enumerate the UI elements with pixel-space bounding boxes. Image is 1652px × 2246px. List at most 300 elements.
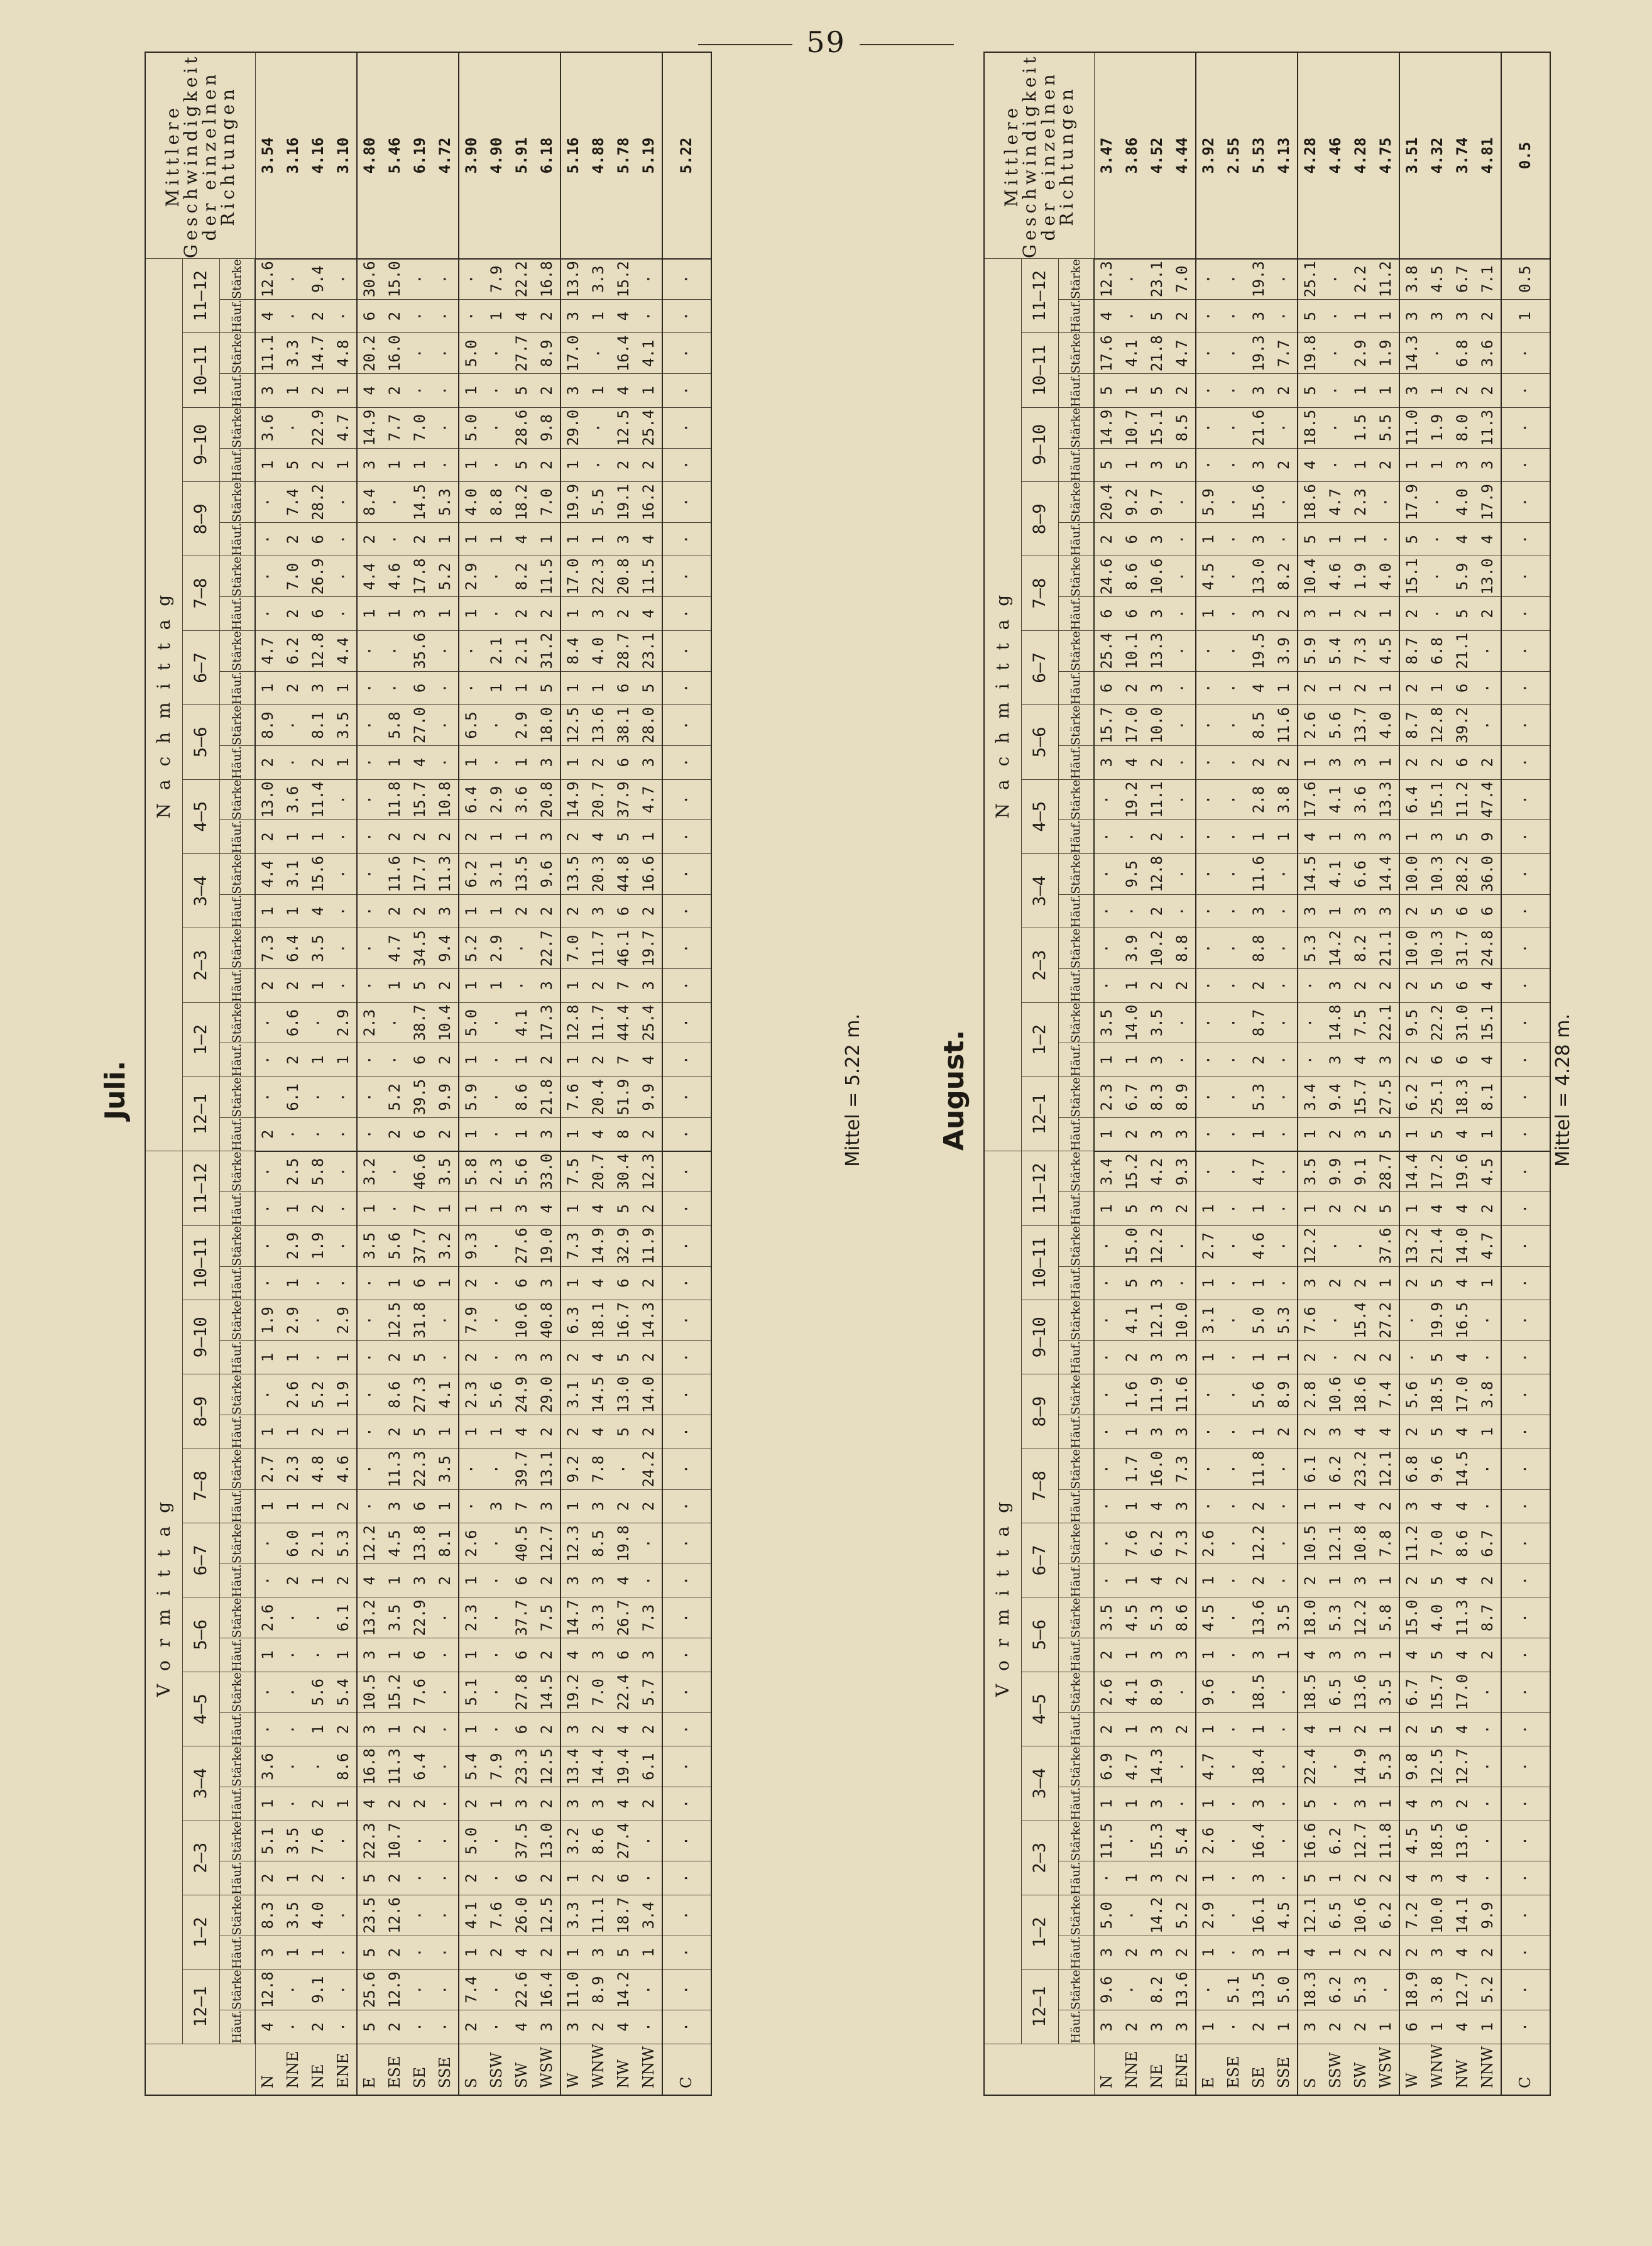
staerke-cell: · bbox=[1501, 1895, 1550, 1936]
haeufigkeit-cell: 1 bbox=[1094, 1192, 1120, 1226]
haeufigkeit-cell: · bbox=[331, 1117, 357, 1151]
hour-header: 4–5 bbox=[1022, 1672, 1059, 1746]
haeufigkeit-cell: · bbox=[1323, 448, 1348, 482]
staerke-cell: · bbox=[1222, 1597, 1247, 1638]
staerke-cell: 6.7 bbox=[1475, 1523, 1501, 1564]
haeufigkeit-cell: 2 bbox=[1272, 597, 1298, 631]
haeufigkeit-cell: 1 bbox=[1348, 374, 1374, 408]
haeufigkeit-cell: · bbox=[1374, 522, 1399, 556]
haeufigkeit-cell: 4 bbox=[510, 1415, 535, 1449]
staerke-cell: · bbox=[408, 333, 433, 374]
staerke-cell: 8.7 bbox=[1399, 630, 1425, 671]
haeufigkeit-cell: 2 bbox=[1399, 1712, 1425, 1746]
haeufigkeit-cell: · bbox=[662, 299, 711, 333]
staerke-header: Stärke bbox=[1059, 1969, 1095, 2010]
haeufigkeit-cell: 4 bbox=[510, 522, 535, 556]
staerke-cell: · bbox=[1425, 333, 1450, 374]
staerke-cell: 4.0 bbox=[1374, 556, 1399, 597]
staerke-cell: 8.7 bbox=[1475, 1597, 1501, 1638]
staerke-cell: 16.8 bbox=[535, 259, 561, 300]
hour-header: 7–8 bbox=[183, 556, 220, 630]
haeufigkeit-cell: 1 bbox=[1120, 1415, 1145, 1449]
staerke-cell: 28.2 bbox=[1450, 853, 1475, 894]
haeufigkeit-cell: 5 bbox=[1145, 299, 1170, 333]
haeufigkeit-cell: 5 bbox=[1425, 894, 1450, 928]
haeufigkeit-cell: · bbox=[433, 448, 459, 482]
staerke-cell: 25.4 bbox=[637, 407, 662, 448]
haeufigkeit-cell: 2 bbox=[1120, 1936, 1145, 1969]
haeufigkeit-cell: · bbox=[1323, 374, 1348, 408]
staerke-cell: · bbox=[1348, 1225, 1374, 1266]
staerke-cell: · bbox=[1094, 1225, 1120, 1266]
haeufigkeit-cell: 3 bbox=[586, 1489, 611, 1523]
staerke-cell: · bbox=[1222, 1449, 1247, 1489]
staerke-cell: 1.9 bbox=[331, 1374, 357, 1415]
mittel-cell: 4.16 bbox=[306, 53, 331, 259]
staerke-cell: · bbox=[1475, 630, 1501, 671]
haeufigkeit-cell: 3 bbox=[561, 1564, 586, 1597]
haeufigkeit-cell: 1 bbox=[561, 969, 586, 1003]
staerke-cell: 28.2 bbox=[306, 482, 331, 523]
staerke-cell: · bbox=[1298, 1002, 1323, 1043]
staerke-cell: 12.3 bbox=[561, 1523, 586, 1564]
haeufigkeit-header: Häuf. bbox=[1059, 1266, 1095, 1300]
staerke-cell: 13.9 bbox=[561, 259, 586, 300]
staerke-cell: 5.3 bbox=[1145, 1597, 1170, 1638]
staerke-cell: 17.0 bbox=[1450, 1672, 1475, 1712]
mittel-cell: 5.22 bbox=[662, 53, 711, 259]
direction-label: ENE bbox=[1170, 2044, 1196, 2095]
staerke-cell: · bbox=[1094, 853, 1120, 894]
staerke-cell: 14.4 bbox=[1374, 853, 1399, 894]
staerke-header: Stärke bbox=[1059, 1746, 1095, 1787]
staerke-cell: 5.9 bbox=[1196, 482, 1222, 523]
staerke-cell: 34.5 bbox=[408, 928, 433, 969]
haeufigkeit-cell: · bbox=[637, 299, 662, 333]
staerke-cell: · bbox=[637, 1969, 662, 2010]
staerke-cell: 5.6 bbox=[1399, 1374, 1425, 1415]
staerke-cell: 15.7 bbox=[1094, 705, 1120, 746]
staerke-cell: 9.6 bbox=[1196, 1672, 1222, 1712]
staerke-cell: 3.1 bbox=[484, 853, 510, 894]
staerke-cell: 6.2 bbox=[1323, 1969, 1348, 2010]
staerke-cell: 2.9 bbox=[331, 1300, 357, 1341]
staerke-cell: 19.8 bbox=[611, 1523, 637, 1564]
haeufigkeit-cell: · bbox=[255, 1043, 281, 1077]
staerke-header: Stärke bbox=[220, 333, 256, 374]
staerke-cell: · bbox=[1501, 630, 1550, 671]
haeufigkeit-cell: 1 bbox=[1501, 299, 1550, 333]
staerke-cell: 20.7 bbox=[586, 779, 611, 820]
staerke-cell: 17.0 bbox=[561, 556, 586, 597]
hour-header: 10–11 bbox=[1022, 333, 1059, 407]
haeufigkeit-cell: 6 bbox=[306, 522, 331, 556]
staerke-cell: · bbox=[1501, 333, 1550, 374]
staerke-cell: 9.6 bbox=[535, 853, 561, 894]
hour-header: 1–2 bbox=[1022, 1002, 1059, 1076]
hour-header: 11–12 bbox=[183, 259, 220, 333]
staerke-cell: 19.4 bbox=[611, 1746, 637, 1787]
haeufigkeit-cell: 1 bbox=[281, 1489, 306, 1523]
haeufigkeit-cell: 2 bbox=[357, 522, 383, 556]
staerke-cell: · bbox=[331, 853, 357, 894]
haeufigkeit-cell: 6 bbox=[1120, 597, 1145, 631]
staerke-cell: 19.8 bbox=[1298, 333, 1323, 374]
staerke-cell: · bbox=[662, 556, 711, 597]
staerke-cell: · bbox=[1094, 928, 1120, 969]
haeufigkeit-cell: 2 bbox=[637, 1117, 662, 1151]
staerke-cell: 5.5 bbox=[586, 482, 611, 523]
staerke-cell: 7.9 bbox=[459, 1300, 484, 1341]
staerke-cell: · bbox=[1501, 853, 1550, 894]
haeufigkeit-cell: 3 bbox=[1374, 894, 1399, 928]
haeufigkeit-cell: 2 bbox=[306, 2010, 331, 2044]
staerke-cell: · bbox=[408, 1895, 433, 1936]
staerke-cell: · bbox=[331, 1225, 357, 1266]
direction-row bbox=[306, 53, 331, 2096]
staerke-cell: 17.6 bbox=[1298, 779, 1323, 820]
direction-label: SSE bbox=[1272, 2044, 1298, 2095]
haeufigkeit-cell: 2 bbox=[535, 1712, 561, 1746]
staerke-cell: · bbox=[662, 1002, 711, 1043]
haeufigkeit-cell: 1 bbox=[1120, 969, 1145, 1003]
staerke-cell: 12.1 bbox=[1374, 1449, 1399, 1489]
haeufigkeit-cell: 1 bbox=[1323, 894, 1348, 928]
staerke-header: Stärke bbox=[1059, 1672, 1095, 1712]
staerke-cell: 12.5 bbox=[383, 1300, 408, 1341]
direction-row bbox=[1425, 53, 1450, 2096]
direction-label: SW bbox=[510, 2044, 535, 2095]
haeufigkeit-cell: 2 bbox=[306, 1415, 331, 1449]
staerke-cell: 4.0 bbox=[459, 482, 484, 523]
staerke-cell: · bbox=[255, 1672, 281, 1712]
haeufigkeit-cell: · bbox=[281, 1117, 306, 1151]
staerke-cell: 14.4 bbox=[586, 1746, 611, 1787]
staerke-cell: 5.0 bbox=[459, 407, 484, 448]
staerke-cell: 14.3 bbox=[1399, 333, 1425, 374]
haeufigkeit-cell: · bbox=[1094, 1489, 1120, 1523]
staerke-cell: · bbox=[1222, 779, 1247, 820]
staerke-cell: · bbox=[1501, 1969, 1550, 2010]
haeufigkeit-cell: · bbox=[1475, 1340, 1501, 1374]
haeufigkeit-cell: · bbox=[331, 1861, 357, 1895]
staerke-header: Stärke bbox=[1059, 1523, 1095, 1564]
haeufigkeit-cell: 1 bbox=[281, 1192, 306, 1226]
staerke-cell: 19.9 bbox=[561, 482, 586, 523]
haeufigkeit-cell: · bbox=[1094, 1415, 1120, 1449]
haeufigkeit-cell: 4 bbox=[586, 1117, 611, 1151]
staerke-cell: 46.1 bbox=[611, 928, 637, 969]
haeufigkeit-cell: 1 bbox=[459, 1043, 484, 1077]
staerke-cell: 5.3 bbox=[1298, 928, 1323, 969]
staerke-cell: 12.7 bbox=[1348, 1821, 1374, 1861]
staerke-cell: · bbox=[331, 1151, 357, 1192]
staerke-header: Stärke bbox=[1059, 1300, 1095, 1341]
staerke-cell: 3.4 bbox=[637, 1895, 662, 1936]
haeufigkeit-cell: 2 bbox=[1374, 1489, 1399, 1523]
haeufigkeit-cell: · bbox=[1222, 597, 1247, 631]
haeufigkeit-cell: 3 bbox=[1145, 671, 1170, 705]
staerke-cell: 8.1 bbox=[433, 1523, 459, 1564]
haeufigkeit-cell: 1 bbox=[281, 1415, 306, 1449]
haeufigkeit-cell: 3 bbox=[510, 1340, 535, 1374]
staerke-cell: · bbox=[484, 1672, 510, 1712]
staerke-cell: 2.9 bbox=[484, 779, 510, 820]
direction-label: NE bbox=[306, 2044, 331, 2095]
staerke-cell: 7.4 bbox=[459, 1969, 484, 2010]
staerke-cell: 22.4 bbox=[1298, 1746, 1323, 1787]
haeufigkeit-cell: 2 bbox=[1374, 1861, 1399, 1895]
haeufigkeit-header: Häuf. bbox=[220, 522, 256, 556]
haeufigkeit-cell: 3 bbox=[357, 448, 383, 482]
staerke-cell: 12.7 bbox=[1450, 1969, 1475, 2010]
haeufigkeit-cell: 5 bbox=[611, 1192, 637, 1226]
haeufigkeit-cell: 1 bbox=[331, 671, 357, 705]
staerke-cell: 8.6 bbox=[383, 1374, 408, 1415]
staerke-cell: 19.6 bbox=[1450, 1151, 1475, 1192]
haeufigkeit-cell: 2 bbox=[510, 597, 535, 631]
haeufigkeit-cell: 2 bbox=[306, 1861, 331, 1895]
haeufigkeit-cell: · bbox=[1222, 1638, 1247, 1672]
haeufigkeit-cell: 1 bbox=[383, 1638, 408, 1672]
staerke-cell: 18.5 bbox=[1425, 1821, 1450, 1861]
haeufigkeit-cell: 1 bbox=[433, 1489, 459, 1523]
haeufigkeit-cell: 2 bbox=[1348, 1266, 1374, 1300]
haeufigkeit-cell: 1 bbox=[459, 1415, 484, 1449]
haeufigkeit-cell: · bbox=[1501, 1638, 1550, 1672]
haeufigkeit-cell: 1 bbox=[383, 1266, 408, 1300]
staerke-cell: 22.4 bbox=[611, 1672, 637, 1712]
staerke-cell: · bbox=[357, 1300, 383, 1341]
staerke-cell: 19.7 bbox=[637, 928, 662, 969]
staerke-cell: 5.3 bbox=[1348, 1969, 1374, 2010]
direction-row bbox=[1399, 53, 1425, 2096]
staerke-cell: 4.7 bbox=[1323, 482, 1348, 523]
haeufigkeit-cell: 3 bbox=[1170, 1415, 1196, 1449]
haeufigkeit-cell: 1 bbox=[1399, 448, 1425, 482]
direction-label: SSW bbox=[484, 2044, 510, 2095]
haeufigkeit-cell: 2 bbox=[1094, 1638, 1120, 1672]
haeufigkeit-cell: 3 bbox=[535, 1266, 561, 1300]
haeufigkeit-cell: 6 bbox=[1094, 597, 1120, 631]
haeufigkeit-cell: 3 bbox=[586, 1787, 611, 1821]
direction-label: W bbox=[1399, 2044, 1425, 2095]
staerke-cell: 37.9 bbox=[611, 779, 637, 820]
haeufigkeit-cell: 3 bbox=[1170, 1117, 1196, 1151]
staerke-cell: · bbox=[1501, 1225, 1550, 1266]
haeufigkeit-cell: 2 bbox=[383, 374, 408, 408]
haeufigkeit-cell: 1 bbox=[561, 1936, 586, 1969]
staerke-cell: 8.8 bbox=[1247, 928, 1272, 969]
staerke-cell: 5.6 bbox=[1323, 705, 1348, 746]
staerke-cell: 2.7 bbox=[1196, 1225, 1222, 1266]
haeufigkeit-cell: 6 bbox=[408, 1043, 433, 1077]
haeufigkeit-cell: 4 bbox=[586, 1340, 611, 1374]
haeufigkeit-cell: 2 bbox=[1348, 1712, 1374, 1746]
staerke-cell: 6.7 bbox=[1450, 259, 1475, 300]
haeufigkeit-cell: 3 bbox=[1145, 1861, 1170, 1895]
staerke-cell: 4.1 bbox=[433, 1374, 459, 1415]
staerke-cell: · bbox=[281, 1672, 306, 1712]
staerke-cell: 14.7 bbox=[561, 1597, 586, 1638]
hour-header: 8–9 bbox=[183, 1374, 220, 1449]
haeufigkeit-cell: 2 bbox=[1170, 1936, 1196, 1969]
haeufigkeit-cell: 2 bbox=[383, 1415, 408, 1449]
mittel-cell: 3.16 bbox=[281, 53, 306, 259]
staerke-cell: 3.1 bbox=[561, 1374, 586, 1415]
haeufigkeit-cell: 5 bbox=[408, 969, 433, 1003]
staerke-cell: 10.0 bbox=[1170, 1300, 1196, 1341]
staerke-cell: 9.8 bbox=[1399, 1746, 1425, 1787]
staerke-header: Stärke bbox=[220, 705, 256, 746]
staerke-cell: 6.6 bbox=[281, 1002, 306, 1043]
haeufigkeit-cell: 2 bbox=[535, 597, 561, 631]
haeufigkeit-cell: · bbox=[662, 820, 711, 854]
haeufigkeit-cell: · bbox=[510, 969, 535, 1003]
staerke-cell: 23.1 bbox=[637, 630, 662, 671]
haeufigkeit-cell: 3 bbox=[1094, 2010, 1120, 2044]
haeufigkeit-cell: 5 bbox=[1120, 1266, 1145, 1300]
haeufigkeit-cell: 4 bbox=[1348, 1489, 1374, 1523]
haeufigkeit-cell: · bbox=[281, 299, 306, 333]
staerke-cell: 4.8 bbox=[331, 333, 357, 374]
haeufigkeit-cell: · bbox=[662, 1638, 711, 1672]
haeufigkeit-cell: 2 bbox=[281, 1043, 306, 1077]
haeufigkeit-cell: · bbox=[281, 1638, 306, 1672]
hour-header: 9–10 bbox=[183, 1300, 220, 1374]
mittel-cell: 5.19 bbox=[637, 53, 662, 259]
staerke-cell: 11.2 bbox=[1374, 259, 1399, 300]
haeufigkeit-cell: · bbox=[484, 2010, 510, 2044]
staerke-cell: · bbox=[662, 1597, 711, 1638]
staerke-cell: 39.7 bbox=[510, 1449, 535, 1489]
haeufigkeit-cell: 6 bbox=[611, 894, 637, 928]
haeufigkeit-cell: · bbox=[1196, 1043, 1222, 1077]
haeufigkeit-cell: 2 bbox=[1170, 1712, 1196, 1746]
staerke-cell: 7.8 bbox=[586, 1449, 611, 1489]
staerke-cell: · bbox=[255, 556, 281, 597]
haeufigkeit-cell: 3 bbox=[1323, 1638, 1348, 1672]
staerke-cell: 4.2 bbox=[1145, 1151, 1170, 1192]
staerke-cell: 8.7 bbox=[1399, 705, 1425, 746]
haeufigkeit-cell: 5 bbox=[510, 448, 535, 482]
staerke-cell: 2.9 bbox=[281, 1300, 306, 1341]
haeufigkeit-cell: · bbox=[1323, 1787, 1348, 1821]
haeufigkeit-cell: 3 bbox=[1323, 1043, 1348, 1077]
staerke-header: Stärke bbox=[220, 630, 256, 671]
staerke-cell: 10.0 bbox=[1399, 928, 1425, 969]
staerke-cell: 8.9 bbox=[586, 1969, 611, 2010]
staerke-cell: 2.9 bbox=[281, 1225, 306, 1266]
staerke-cell: · bbox=[1196, 407, 1222, 448]
mittel-cell: 5.91 bbox=[510, 53, 535, 259]
staerke-cell: 23.5 bbox=[357, 1895, 383, 1936]
staerke-cell: 5.6 bbox=[383, 1225, 408, 1266]
haeufigkeit-cell: 4 bbox=[1475, 522, 1501, 556]
haeufigkeit-cell: 4 bbox=[1475, 1043, 1501, 1077]
haeufigkeit-cell: 1 bbox=[1323, 1861, 1348, 1895]
haeufigkeit-cell: 2 bbox=[1323, 1117, 1348, 1151]
staerke-cell: 27.5 bbox=[1374, 1076, 1399, 1117]
haeufigkeit-cell: 2 bbox=[1399, 1266, 1425, 1300]
haeufigkeit-cell: 1 bbox=[561, 597, 586, 631]
direction-row bbox=[535, 53, 561, 2096]
staerke-cell: 2.6 bbox=[1094, 1672, 1120, 1712]
haeufigkeit-cell: 4 bbox=[1399, 1638, 1425, 1672]
staerke-cell: 14.5 bbox=[1298, 853, 1323, 894]
staerke-cell: · bbox=[1196, 853, 1222, 894]
haeufigkeit-cell: 3 bbox=[535, 1117, 561, 1151]
staerke-cell: · bbox=[1222, 407, 1247, 448]
staerke-header: Stärke bbox=[1059, 1076, 1095, 1117]
staerke-header: Stärke bbox=[1059, 1374, 1095, 1415]
haeufigkeit-cell: · bbox=[662, 1117, 711, 1151]
staerke-cell: 10.6 bbox=[1323, 1374, 1348, 1415]
haeufigkeit-cell: · bbox=[662, 1936, 711, 1969]
staerke-cell: · bbox=[1196, 1449, 1222, 1489]
haeufigkeit-cell: 2 bbox=[306, 374, 331, 408]
staerke-header: Stärke bbox=[1059, 853, 1095, 894]
staerke-cell: 15.0 bbox=[1120, 1225, 1145, 1266]
haeufigkeit-header: Häuf. bbox=[1059, 1489, 1095, 1523]
staerke-cell: 5.6 bbox=[484, 1374, 510, 1415]
staerke-cell: · bbox=[408, 1969, 433, 2010]
haeufigkeit-cell: 2 bbox=[1348, 597, 1374, 631]
haeufigkeit-cell: · bbox=[1170, 894, 1196, 928]
haeufigkeit-cell: · bbox=[1196, 894, 1222, 928]
haeufigkeit-cell: 1 bbox=[561, 1266, 586, 1300]
haeufigkeit-cell: 2 bbox=[1272, 448, 1298, 482]
haeufigkeit-cell: · bbox=[484, 1117, 510, 1151]
staerke-cell: 10.6 bbox=[510, 1300, 535, 1341]
haeufigkeit-cell: 6 bbox=[611, 1266, 637, 1300]
hour-header: 6–7 bbox=[183, 1523, 220, 1597]
direction-row bbox=[1450, 53, 1475, 2096]
haeufigkeit-cell: 2 bbox=[408, 1712, 433, 1746]
haeufigkeit-cell: 3 bbox=[1348, 746, 1374, 780]
haeufigkeit-cell: · bbox=[255, 522, 281, 556]
staerke-cell: 16.6 bbox=[1298, 1821, 1323, 1861]
haeufigkeit-cell: 5 bbox=[611, 820, 637, 854]
staerke-cell: 14.1 bbox=[1450, 1895, 1475, 1936]
haeufigkeit-cell: 1 bbox=[586, 299, 611, 333]
haeufigkeit-cell: 3 bbox=[1247, 894, 1272, 928]
direction-label: SSE bbox=[433, 2044, 459, 2095]
haeufigkeit-cell: 3 bbox=[1247, 1638, 1272, 1672]
staerke-cell: 5.6 bbox=[510, 1151, 535, 1192]
haeufigkeit-cell: 3 bbox=[1323, 746, 1348, 780]
haeufigkeit-cell: · bbox=[1425, 597, 1450, 631]
haeufigkeit-cell: · bbox=[1501, 1266, 1550, 1300]
staerke-header: Stärke bbox=[220, 779, 256, 820]
staerke-cell: 16.5 bbox=[1450, 1300, 1475, 1341]
haeufigkeit-cell: 1 bbox=[484, 522, 510, 556]
haeufigkeit-cell: 1 bbox=[383, 969, 408, 1003]
staerke-cell: · bbox=[433, 1895, 459, 1936]
staerke-cell: 6.5 bbox=[459, 705, 484, 746]
haeufigkeit-cell: 1 bbox=[331, 746, 357, 780]
haeufigkeit-cell: · bbox=[1170, 1043, 1196, 1077]
haeufigkeit-cell: 1 bbox=[484, 820, 510, 854]
haeufigkeit-cell: 2 bbox=[611, 448, 637, 482]
haeufigkeit-cell: 4 bbox=[1374, 1415, 1399, 1449]
haeufigkeit-cell: · bbox=[1170, 746, 1196, 780]
staerke-cell: 18.5 bbox=[1247, 1672, 1272, 1712]
staerke-cell: 2.1 bbox=[306, 1523, 331, 1564]
haeufigkeit-cell: 2 bbox=[1399, 894, 1425, 928]
staerke-cell: 11.6 bbox=[1170, 1374, 1196, 1415]
haeufigkeit-cell: 2 bbox=[1399, 1936, 1425, 1969]
